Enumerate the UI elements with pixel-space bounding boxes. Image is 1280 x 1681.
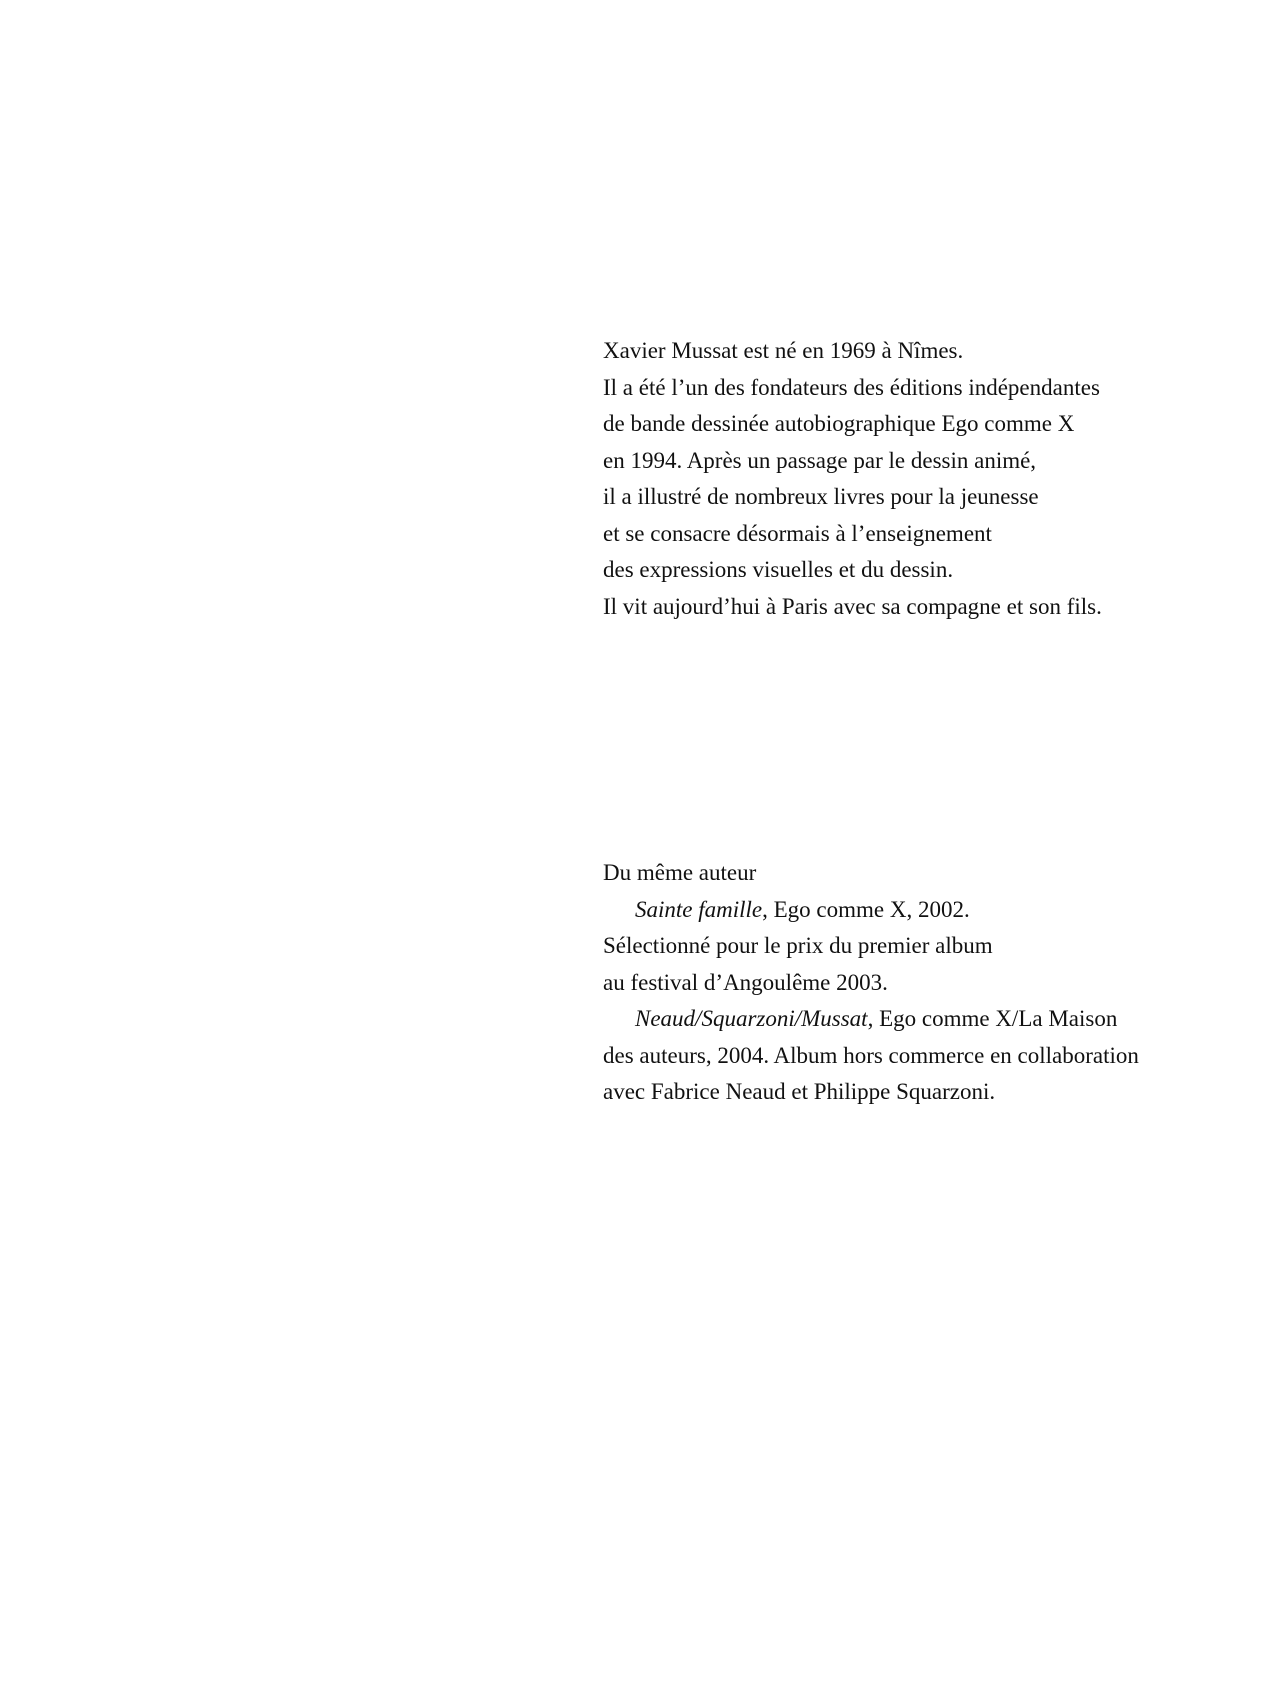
bibliography-note-line: au festival d’Angoulême 2003. — [603, 969, 888, 995]
bio-line: Il a été l’un des fondateurs des éditions indépendantes — [603, 374, 1100, 400]
book-title: Neaud/Squarzoni/Mussat — [635, 1006, 868, 1031]
bio-line: en 1994. Après un passage par le dessin animé, — [603, 447, 1037, 473]
bio-line: Xavier Mussat est né en 1969 à Nîmes. — [603, 338, 964, 363]
bio-line: des expressions visuelles et du dessin. — [603, 557, 954, 582]
bibliography-note-line: des auteurs, 2004. Album hors commerce en collaboration — [603, 1042, 1139, 1068]
book-details: , Ego comme X, 2002. — [762, 896, 970, 922]
bibliography-note-line: Sélectionné pour le prix du premier album — [603, 933, 993, 958]
bio-line: Il vit aujourd’hui à Paris avec sa compagne et son fils. — [603, 593, 1102, 619]
bio-line: de bande dessinée autobiographique Ego comme X — [603, 411, 1075, 436]
bio-line: et se consacre désormais à l’enseignement — [603, 520, 992, 546]
bibliography-heading: Du même auteur — [603, 860, 757, 885]
bibliography-section — [603, 855, 1243, 1111]
bibliography-entry — [603, 892, 1243, 929]
author-biography — [603, 333, 1243, 625]
book-details: , Ego comme X/La Maison — [867, 1006, 1118, 1031]
bibliography-entry — [603, 1001, 1243, 1038]
bio-line: il a illustré de nombreux livres pour la jeunesse — [603, 484, 1039, 509]
book-title: Sainte famille — [635, 896, 763, 922]
bibliography-note-line: avec Fabrice Neaud et Philippe Squarzoni. — [603, 1079, 996, 1104]
